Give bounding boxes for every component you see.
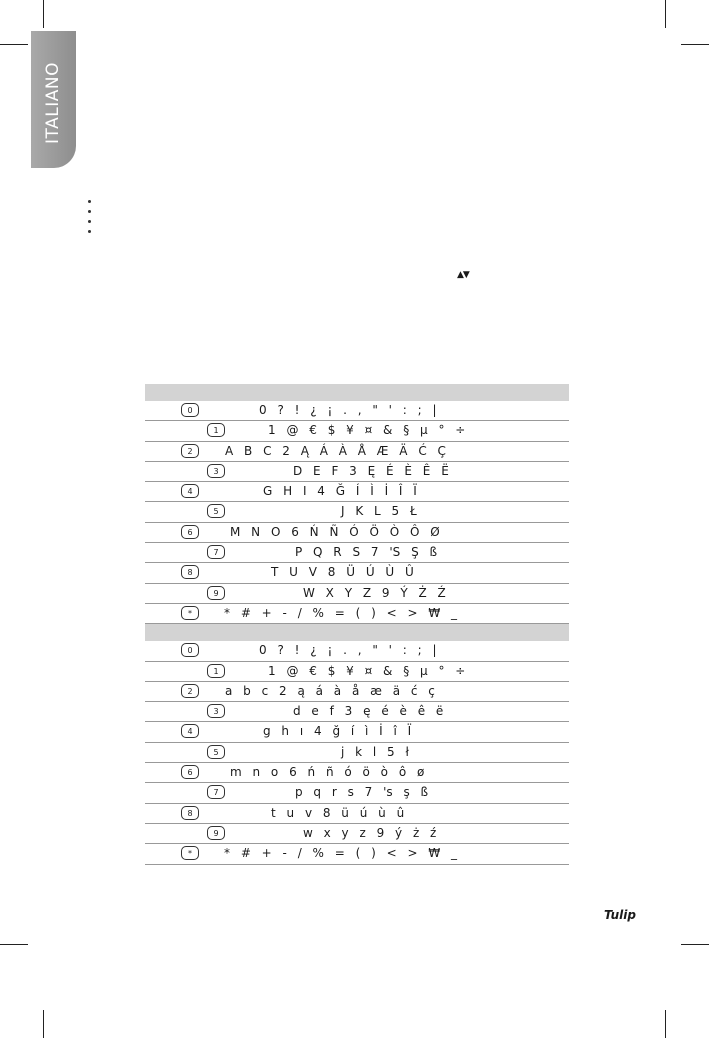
phone-key-icon: 0 [181,403,199,417]
up-down-arrows-icon: ▲▼ [457,270,469,280]
phone-key-icon: 8 [181,806,199,820]
phone-key-icon: 4 [181,724,199,738]
phone-key-icon: 4 [181,484,199,498]
crop-mark [0,944,28,945]
keymap-row [145,543,569,563]
key-characters: d e f 3 ę é è ê ë [293,704,444,719]
keymap-row [145,421,569,441]
crop-mark [43,1010,44,1038]
keymap-row [145,844,569,864]
keymap-row [145,523,569,543]
keymap-row [145,584,569,604]
keymap-row [145,783,569,803]
keymap-row [145,502,569,522]
bullet-dot [88,210,91,213]
keymap-row [145,442,569,462]
key-characters: T U V 8 Ü Ú Ù Û [271,565,414,580]
key-characters: 1 @ € $ ¥ ¤ & § µ ° ÷ [268,423,466,438]
uppercase-section-header [145,384,569,401]
uppercase-rows [145,401,569,624]
keymap-row [145,722,569,742]
key-characters: t u v 8 ü ú ù û [271,805,405,820]
keymap-row [145,743,569,763]
key-characters: 1 @ € $ ¥ ¤ & § µ ° ÷ [268,663,466,678]
phone-key-icon: * [181,846,199,860]
keymap-row [145,824,569,844]
bullet-list [88,200,91,240]
keymap-row [145,804,569,824]
key-characters: G H I 4 Ğ Í Ì İ Î Ï [263,484,417,499]
key-characters: a b c 2 ą á à å æ ä ć ç [225,683,435,698]
keymap-row [145,482,569,502]
keymap-row [145,401,569,421]
keymap-row [145,662,569,682]
phone-key-icon: 5 [207,504,225,518]
language-tab [31,31,76,168]
phone-key-icon: 8 [181,565,199,579]
keymap-row [145,462,569,482]
keymap-row [145,641,569,661]
phone-key-icon: 2 [181,444,199,458]
crop-mark [681,44,709,45]
keymap-row [145,702,569,722]
crop-mark [681,944,709,945]
phone-key-icon: 2 [181,684,199,698]
key-characters: p q r s 7 's ş ß [295,785,429,800]
key-characters: D E F 3 Ę É È Ê Ë [293,463,449,478]
key-characters: W X Y Z 9 Ý Ż Ź [303,585,446,600]
phone-key-icon: 9 [207,826,225,840]
phone-key-icon: 3 [207,464,225,478]
language-tab-label: ITALIANO [43,62,63,144]
key-characters: 0 ? ! ¿ ¡ . , " ' : ; | [259,403,437,417]
phone-key-icon: 0 [181,643,199,657]
phone-key-icon: 7 [207,545,225,559]
brand-logo: Tulip [604,908,636,922]
key-characters: m n o 6 ń ñ ó ö ò ô ø [230,765,425,780]
crop-mark [43,0,44,28]
key-characters: A B C 2 Ą Á À Å Æ Ä Ć Ç [225,443,446,458]
key-characters: P Q R S 7 'S Ş ß [295,545,438,560]
key-characters: 0 ? ! ¿ ¡ . , " ' : ; | [259,643,437,658]
key-characters: * # + - / % = ( ) < > ₩ _ [224,846,458,861]
keymap-table [145,384,569,865]
bullet-dot [88,230,91,233]
keymap-row [145,563,569,583]
key-characters: w x y z 9 ý ż ź [303,825,437,840]
crop-mark [665,0,666,28]
keymap-row [145,604,569,624]
phone-key-icon: 7 [207,785,225,799]
lowercase-section-header [145,624,569,641]
bullet-dot [88,220,91,223]
phone-key-icon: * [181,606,199,620]
phone-key-icon: 9 [207,586,225,600]
phone-key-icon: 6 [181,525,199,539]
lowercase-rows [145,641,569,864]
bullet-dot [88,200,91,203]
key-characters: J K L 5 Ł [341,504,417,519]
phone-key-icon: 3 [207,704,225,718]
keymap-row [145,763,569,783]
crop-mark [0,44,28,45]
phone-key-icon: 1 [207,423,225,437]
key-characters: j k l 5 ł [341,744,409,759]
phone-key-icon: 1 [207,664,225,678]
crop-mark [665,1010,666,1038]
key-characters: * # + - / % = ( ) < > ₩ _ [224,605,458,620]
keymap-row [145,682,569,702]
key-characters: g h ı 4 ğ í ì İ î Ï [263,724,412,739]
key-characters: M N O 6 Ń Ñ Ó Ö Ò Ô Ø [230,524,440,539]
phone-key-icon: 6 [181,765,199,779]
phone-key-icon: 5 [207,745,225,759]
